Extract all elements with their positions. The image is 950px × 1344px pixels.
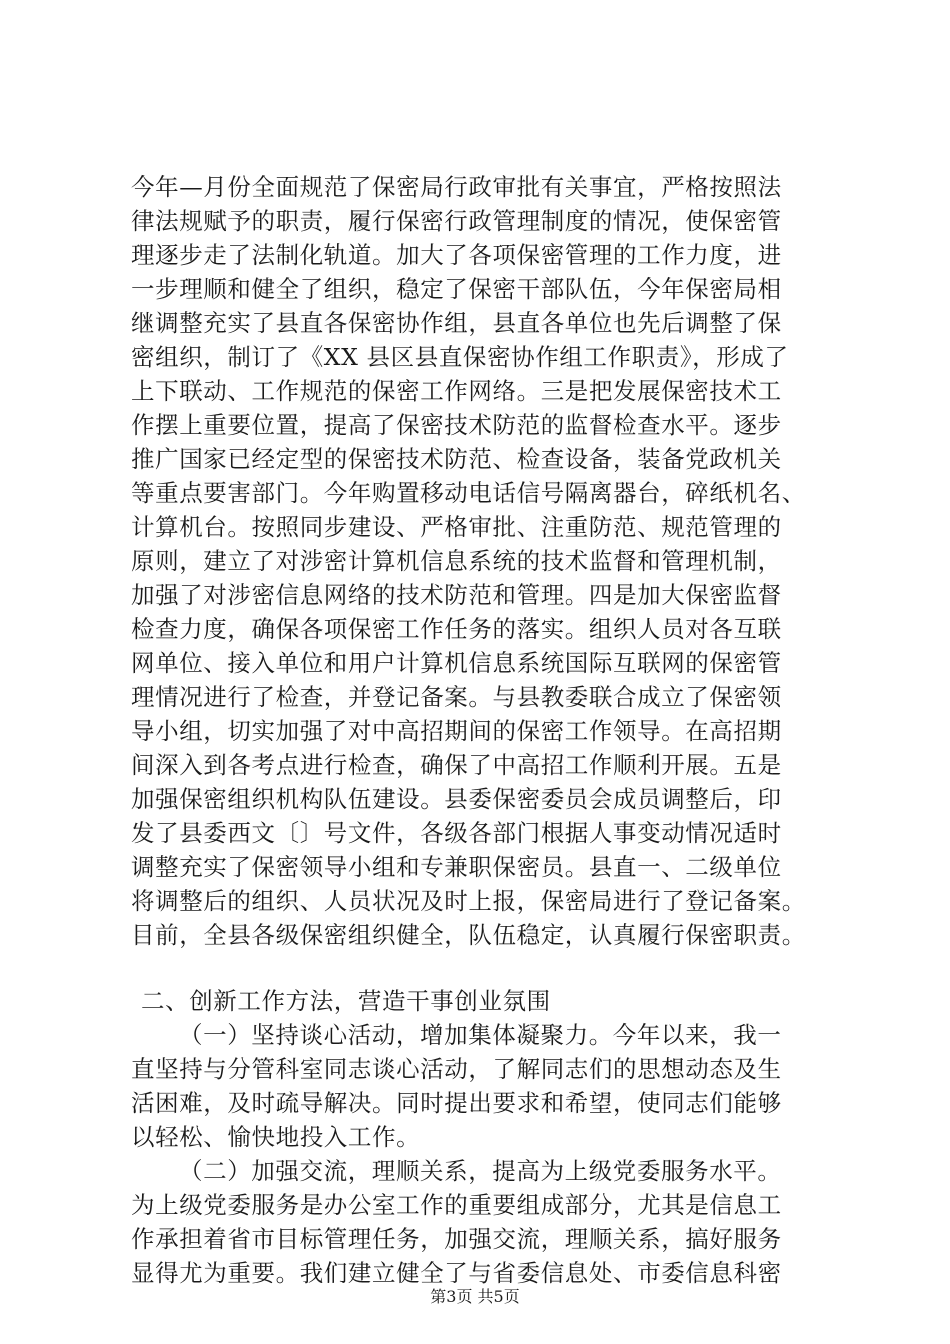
- text-line: 计算机台。按照同步建设、严格审批、注重防范、规范管理的: [131, 513, 782, 541]
- text-line: 继调整充实了县直各保密协作组，县直各单位也先后调整了保: [131, 309, 782, 337]
- text-line: 为上级党委服务是办公室工作的重要组成部分，尤其是信息工: [131, 1191, 782, 1219]
- text-line: 间深入到各考点进行检查，确保了中高招工作顺利开展。五是: [131, 751, 782, 779]
- text-line: 网单位、接入单位和用户计算机信息系统国际互联网的保密管: [131, 649, 782, 677]
- text-line: 显得尤为重要。我们建立健全了与省委信息处、市委信息科密: [131, 1259, 782, 1287]
- page-footer: 第3页 共5页: [430, 1287, 520, 1306]
- text-line: 等重点要害部门。今年购置移动电话信号隔离器台，碎纸机名、: [131, 479, 806, 507]
- text-line: 检查力度，确保各项保密工作任务的落实。组织人员对各互联: [131, 615, 782, 643]
- text-line: 作承担着省市目标管理任务，加强交流，理顺关系，搞好服务: [131, 1225, 782, 1253]
- text-line: 密组织，制订了《XX 县区县直保密协作组工作职责》，形成了: [131, 343, 789, 371]
- paragraph-2: [131, 1018, 851, 1154]
- text-line: 推广国家已经定型的保密技术防范、检查设备，装备党政机关: [131, 445, 782, 473]
- text-line: 加强了对涉密信息网络的技术防范和管理。四是加大保密监督: [131, 581, 782, 609]
- text-line: 调整充实了保密领导小组和专兼职保密员。县直一、二级单位: [131, 853, 782, 881]
- text-line: 目前，全县各级保密组织健全，队伍稳定，认真履行保密职责。: [131, 921, 806, 949]
- text-line: 理逐步走了法制化轨道。加大了各项保密管理的工作力度，进: [131, 241, 782, 269]
- text-line: 理情况进行了检查，并登记备案。与县教委联合成立了保密领: [131, 683, 782, 711]
- body-text: [131, 170, 851, 1290]
- text-line: 活困难，及时疏导解决。同时提出要求和希望，使同志们能够: [131, 1089, 782, 1117]
- text-line: 一步理顺和健全了组织，稳定了保密干部队伍，今年保密局相: [131, 275, 782, 303]
- text-line: 直坚持与分管科室同志谈心活动，了解同志们的思想动态及生: [131, 1055, 782, 1083]
- text-line: 发了县委西文〔〕号文件，各级各部门根据人事变动情况适时: [131, 819, 782, 847]
- text-line: （二）加强交流，理顺关系，提高为上级党委服务水平。: [179, 1157, 782, 1185]
- text-line: 律法规赋予的职责，履行保密行政管理制度的情况，使保密管: [131, 207, 782, 235]
- paragraph-gap: [131, 952, 851, 984]
- text-line: 今年—月份全面规范了保密局行政审批有关事宜，严格按照法: [131, 173, 782, 201]
- section-heading: 二、创新工作方法，营造干事创业氛围: [141, 987, 551, 1015]
- text-line: 加强保密组织机构队伍建设。县委保密委员会成员调整后，印: [131, 785, 782, 813]
- text-line: 导小组，切实加强了对中高招期间的保密工作领导。在高招期: [131, 717, 782, 745]
- text-line: 上下联动、工作规范的保密工作网络。三是把发展保密技术工: [131, 377, 782, 405]
- paragraph-3: [131, 1154, 851, 1290]
- text-line: 将调整后的组织、人员状况及时上报，保密局进行了登记备案。: [131, 887, 806, 915]
- paragraph-1: [131, 170, 851, 952]
- text-line: 原则，建立了对涉密计算机信息系统的技术监督和管理机制，: [131, 547, 782, 575]
- text-line: 以轻松、愉快地投入工作。: [131, 1123, 421, 1151]
- text-line: （一）坚持谈心活动，增加集体凝聚力。今年以来，我一: [179, 1021, 782, 1049]
- text-line: 作摆上重要位置，提高了保密技术防范的监督检查水平。逐步: [131, 411, 782, 439]
